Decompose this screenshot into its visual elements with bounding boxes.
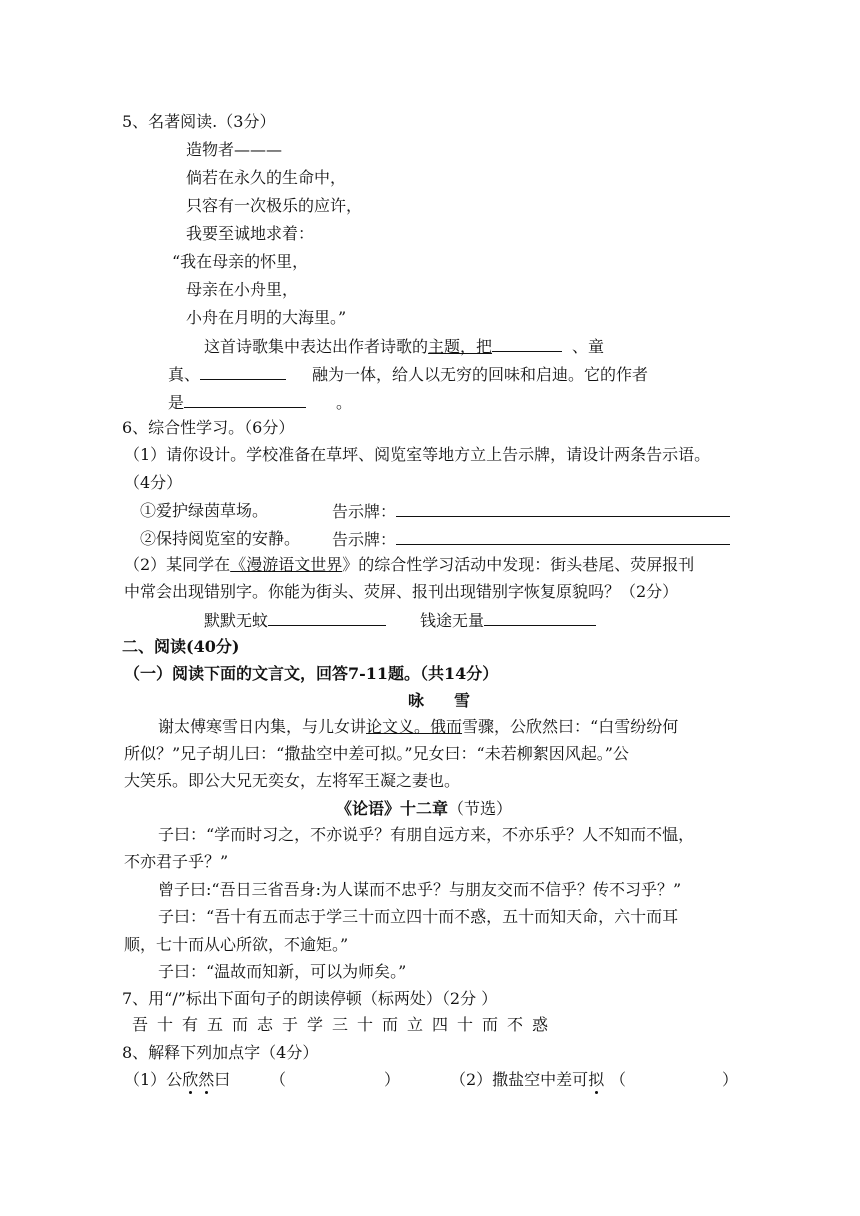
sentence-char[interactable]: 学 — [307, 1015, 324, 1034]
text2-title-line — [336, 798, 512, 820]
sentence-char[interactable]: 十 — [357, 1015, 374, 1034]
poem-line: 倘若在永久的生命中， — [186, 168, 347, 187]
poem-line: 造物者——— — [186, 140, 283, 159]
answer-field[interactable] — [630, 1069, 720, 1091]
q6-item1: ①爱护绿茵草场。 — [140, 501, 269, 520]
answer-paren-open: （ — [610, 1070, 627, 1089]
q5-text: 是 — [168, 393, 185, 412]
text2-line: 子曰：“学而时习之，不亦说乎？有朋自远方来，不亦乐乎？人不知而不愠， — [158, 825, 695, 844]
q8-item1 — [124, 1069, 230, 1091]
sentence-char[interactable]: 四 — [432, 1015, 449, 1034]
text1-text: 雪骤，公欣然曰：“白雪纷纷何 — [462, 717, 679, 736]
sentence-char[interactable]: 三 — [332, 1015, 349, 1034]
title-char: 咏 — [408, 691, 425, 710]
sentence-char[interactable]: 于 — [282, 1015, 299, 1034]
answer-blank[interactable] — [200, 363, 286, 380]
wrong-word-1: 默默无蚊 — [204, 611, 269, 630]
q6-heading: 6、综合性学习。（6分） — [122, 418, 295, 437]
sentence-char[interactable]: 志 — [257, 1015, 274, 1034]
title-char: 雪 — [454, 691, 471, 710]
q6-text: （2）某同学在 — [124, 555, 231, 574]
sign-label: 告示牌： — [332, 530, 397, 549]
poem-line: 只容有一次极乐的应许， — [186, 196, 363, 215]
q5-text: 真、 — [168, 365, 201, 384]
q8-text: （1）公 — [124, 1070, 183, 1089]
poem-line: 小舟在月明的大海里。” — [186, 308, 347, 327]
q6-part2-line2: 中常会出现错别字。你能为街头、荧屏、报刊出现错别字恢复原貌吗？（2分） — [124, 582, 679, 601]
text2-title: 《论语》十二章 — [336, 799, 449, 818]
dotted-char: 欣 — [182, 1070, 199, 1089]
text1-text: 谢太傅寒雪日内集，与儿女讲 — [158, 717, 367, 736]
wrong-word-2: 钱途无量 — [420, 611, 485, 630]
correction-blank[interactable] — [484, 609, 596, 626]
q6-item2: ②保持阅览室的安静。 — [140, 529, 301, 548]
sentence-char[interactable]: 十 — [457, 1015, 474, 1034]
q5-text: 这首诗歌集中表达出作者诗歌的 — [204, 337, 429, 356]
q5-text: 、童 — [572, 337, 605, 356]
sentence-char[interactable]: 而 — [232, 1015, 249, 1034]
q8-text: 曰 — [214, 1070, 231, 1089]
poem-line: 母亲在小舟里， — [186, 280, 299, 299]
sentence-char[interactable]: 惑 — [532, 1015, 549, 1034]
q5-heading: 5、名著阅读.（3分） — [122, 112, 276, 131]
q5-underlined-text: 主题，把 — [428, 337, 493, 356]
q6-word-line — [204, 609, 596, 632]
sign-line-1 — [332, 500, 730, 523]
sentence-char[interactable]: 而 — [382, 1015, 399, 1034]
text1-title — [408, 690, 470, 712]
q6-part1-score: （4分） — [124, 473, 183, 492]
section2-subheading: （一）阅读下面的文言文，回答7-11题。（共14分） — [124, 664, 499, 683]
sentence-char[interactable]: 十 — [157, 1015, 174, 1034]
text2-line: 曾子曰:“吾日三省吾身:为人谋而不忠乎？与朋友交而不信乎？传不习乎？” — [158, 880, 682, 899]
q6-part1: （1）请你设计。学校准备在草坪、阅览室等地方立上告示牌，请设计两条告示语。 — [124, 445, 711, 464]
poem-line: “我在母亲的怀里， — [172, 252, 309, 271]
q5-question-line — [168, 391, 352, 414]
sentence-char[interactable]: 五 — [207, 1015, 224, 1034]
sign-answer-blank[interactable] — [396, 528, 730, 545]
answer-field[interactable] — [290, 1069, 382, 1091]
poem-line: 我要至诚地求着： — [186, 224, 315, 243]
q5-question-line — [168, 363, 648, 386]
dotted-char: 然 — [198, 1070, 215, 1089]
answer-blank[interactable] — [492, 335, 562, 352]
sign-answer-blank[interactable] — [396, 500, 730, 517]
sentence-char[interactable]: 立 — [407, 1015, 424, 1034]
dotted-char: 拟 — [588, 1070, 605, 1089]
q5-question-line — [204, 335, 604, 358]
q6-underlined-title: 《漫游语文世界 — [230, 555, 343, 574]
q8-text: （2）撒盐空中差可 — [450, 1070, 589, 1089]
q7-sentence[interactable] — [132, 1014, 557, 1036]
text2-line: 子曰：“吾十有五而志于学三十而立四十而不惑，五十而知天命，六十而耳 — [158, 907, 679, 926]
sentence-char[interactable]: 而 — [482, 1015, 499, 1034]
answer-paren-open: （ — [270, 1070, 287, 1089]
sign-line-2 — [332, 528, 730, 551]
text1-line — [158, 716, 678, 738]
text2-line: 子曰：“温故而知新，可以为师矣。” — [158, 962, 407, 981]
sentence-char[interactable]: 吾 — [132, 1015, 149, 1034]
text2-line: 不亦君子乎？” — [124, 852, 229, 871]
q5-text: 融为一体，给人以无穷的回味和启迪。它的作者 — [312, 365, 649, 384]
q6-text: 》的综合性学习活动中发现：街头巷尾、荧屏报刊 — [342, 555, 695, 574]
q6-part2-line1 — [124, 554, 694, 576]
sign-label: 告示牌： — [332, 502, 397, 521]
q7-heading: 7、用“/”标出下面句子的朗读停顿（标两处）（2分 ） — [122, 989, 498, 1008]
sentence-char[interactable]: 有 — [182, 1015, 199, 1034]
q8-item2 — [450, 1069, 604, 1091]
q8-heading: 8、解释下列加点字（4分） — [122, 1043, 319, 1062]
q5-text: 。 — [336, 393, 353, 412]
answer-paren-close: ） — [384, 1070, 401, 1089]
sentence-char[interactable]: 不 — [507, 1015, 524, 1034]
section2-heading: 二、阅读(40分) — [122, 637, 240, 656]
text2-title-note: （节选） — [448, 799, 513, 818]
text1-underlined: 论文义。俄而 — [366, 717, 463, 736]
text2-line: 顺，七十而从心所欲，不逾矩。” — [124, 935, 349, 954]
answer-blank[interactable] — [184, 391, 306, 408]
text1-line: 大笑乐。即公大兄无奕女，左将军王凝之妻也。 — [124, 771, 461, 790]
text1-line: 所似？”兄子胡儿曰：“撒盐空中差可拟。”兄女曰：“未若柳絮因风起。”公 — [124, 744, 629, 763]
correction-blank[interactable] — [268, 609, 386, 626]
answer-paren-close: ） — [722, 1070, 739, 1089]
